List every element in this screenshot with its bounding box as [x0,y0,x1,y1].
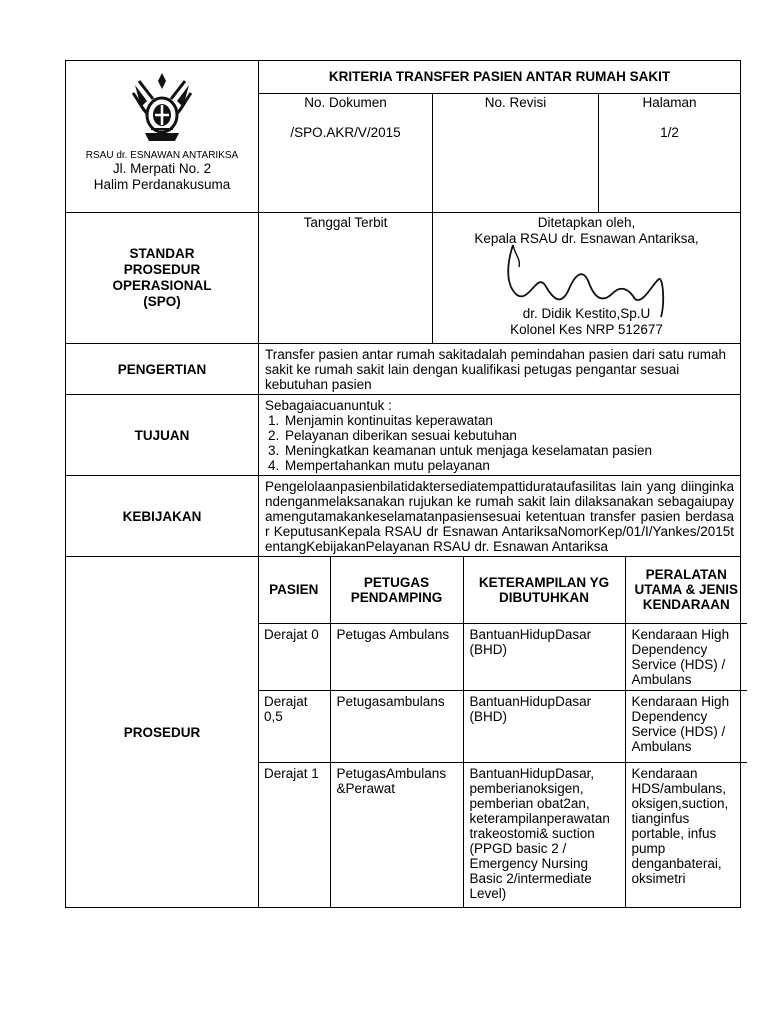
page-value: 1/2 [660,125,679,140]
tujuan-list [265,413,734,473]
tujuan-label: TUJUAN [66,395,259,476]
revision-cell [433,94,599,213]
spo-label-line-2: PROSEDUR [123,262,201,277]
approver-title: Kepala RSAU dr. Esnawan Antariksa, [474,231,699,246]
approval-cell [433,213,741,344]
list-item: 2. Pelayanan diberikan sesuai kebutuhan [283,428,734,443]
spo-label-line-4: (SPO) [143,294,181,309]
issue-date-label: Tanggal Terbit [303,215,388,230]
page-label: Halaman [642,95,697,110]
revision-label: No. Revisi [484,95,547,110]
column-header-petugas: PETUGAS PENDAMPING [330,557,463,623]
cell-peralatan: Kendaraan High Dependency Service (HDS) / Ambulans [625,623,747,690]
issue-date-cell [259,213,433,344]
doc-number-value: /SPO.AKR/V/2015 [290,125,401,140]
page-cell [599,94,741,213]
tujuan-cell [259,395,741,476]
list-item: 1. Menjamin kontinuitas keperawatan [283,413,734,428]
doc-number-label: No. Dokumen [304,95,387,110]
prosedur-table [258,557,747,907]
cell-petugas: Petugasambulans [330,690,463,762]
column-header-pasien: PASIEN [258,557,330,623]
list-item: 3. Meningkatkan keamanan untuk menjaga keselamatan pasien [283,443,734,458]
kebijakan-text: Pengelolaanpasienbilatidaktersediatempattiduratau​fasilitas lain yang diinginkandenganmelaksanakan rujukan ke rumah sakit lain dilaksanakan sebagaiupayamengutamakankeselamatanpasiensesuai ketentuan transfer pasien berdasar KeputusanKepala RSAU dr Esnawan AntariksaNomorKep/01/I/Yankes/2015tentangKebijakanPelayanan RSAU dr. Esnawan Antariksa [259,476,741,557]
spo-document [65,60,740,908]
prosedur-cell [259,557,741,908]
column-header-peralatan: PERALATAN UTAMA & JENIS KENDARAAN [625,557,747,623]
table-row [258,762,747,907]
cell-keterampilan: BantuanHidupDasar (BHD) [463,690,625,762]
signer-name: dr. Didik Kestito,Sp.U [522,306,651,321]
address-line-2: Halim Perdanakusuma [93,177,231,192]
spo-label-line-1: STANDAR [129,246,195,261]
tujuan-intro: Sebagaiacuanuntuk : [265,398,392,413]
cell-pasien: Derajat 1 [258,762,330,907]
spo-label-line-3: OPERASIONAL [112,278,212,293]
prosedur-label: PROSEDUR [66,557,259,908]
cell-petugas: PetugasAmbulans &Perawat [330,762,463,907]
cell-petugas: Petugas Ambulans [330,623,463,690]
cell-keterampilan: BantuanHidupDasar, pemberianoksigen, pemberian obat2an, keterampilanperawatan trakeostomi& suction (PPGD basic 2 / Emergency Nursing Basic 2/intermediate Level) [463,762,625,907]
approved-by: Ditetapkan oleh, [537,215,636,230]
document-title: KRITERIA TRANSFER PASIEN ANTAR RUMAH SAKIT [259,61,741,94]
cell-peralatan: Kendaraan High Dependency Service (HDS) / Ambulans [625,690,747,762]
kebijakan-label: KEBIJAKAN [66,476,259,557]
table-row [258,690,747,762]
hospital-emblem-icon [131,71,193,143]
spo-table [65,60,741,908]
list-item: 4. Mempertahankan mutu pelayanan [283,458,734,473]
signer-rank: Kolonel Kes NRP 512677 [510,322,663,337]
cell-peralatan: Kendaraan HDS/ambulans, oksigen,suction, tianginfus portable, infus pump denganbaterai, oksimetri [625,762,747,907]
cell-keterampilan: BantuanHidupDasar (BHD) [463,623,625,690]
logo-cell [66,61,259,213]
address-line-1: Jl. Merpati No. 2 [112,161,212,176]
doc-number-cell [259,94,433,213]
pengertian-text: Transfer pasien antar rumah sakitadalah pemindahan pasien dari satu rumah sakit ke rumah sakit lain dengan kualifikasi petugas pengantar sesuai kebutuhan pasien [259,344,741,395]
cell-pasien: Derajat 0 [258,623,330,690]
pengertian-label: PENGERTIAN [66,344,259,395]
cell-pasien: Derajat 0,5 [258,690,330,762]
column-header-keterampilan: KETERAMPILAN YG DIBUTUHKAN [463,557,625,623]
table-row [258,623,747,690]
spo-label [66,213,259,344]
institution-name: RSAU dr. ESNAWAN ANTARIKSA [85,150,239,161]
